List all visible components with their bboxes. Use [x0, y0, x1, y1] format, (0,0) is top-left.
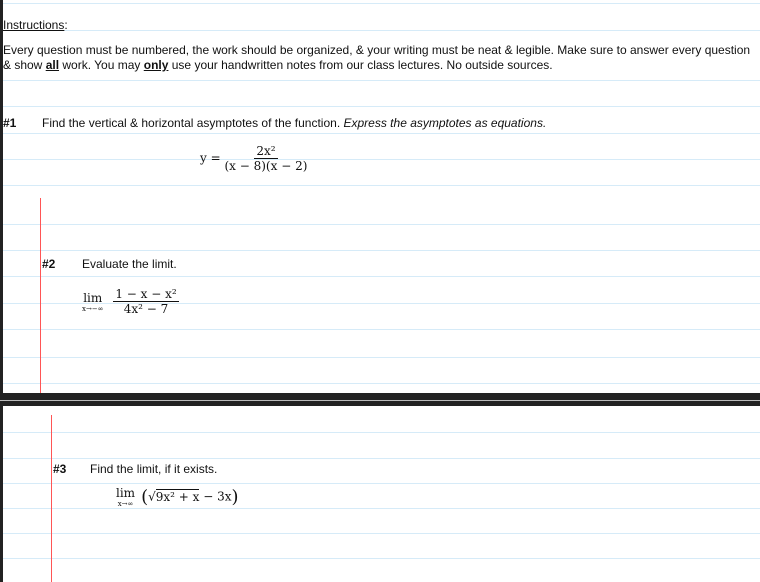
instructions-heading: Instructions:	[3, 18, 68, 32]
margin-line	[40, 198, 41, 393]
limit-expression: lim x→−∞ $\frac{\text{1 − x − x²}}{\text{4x² − 7}}$	[82, 287, 177, 316]
worksheet-page-1	[3, 0, 760, 393]
question-prompt: Evaluate the limit.	[82, 257, 177, 271]
instructions-text-1: Every question must be numbered, the work should be organized, & your writing must be neat & legible. Make sure to answer every question	[3, 43, 751, 57]
function-equation: y = $\frac{\text{2x²}}{(x - 8)(x - 2)}$	[200, 144, 308, 173]
question-number: #1	[3, 116, 17, 130]
question-prompt: Find the limit, if it exists.	[90, 462, 218, 476]
page-divider	[0, 400, 760, 401]
question-prompt: Find the vertical & horizontal asymptotes of the function. Express the asymptotes as equations.	[42, 116, 547, 130]
question-number: #2	[42, 257, 56, 271]
margin-line	[51, 415, 52, 582]
worksheet-page-2	[3, 406, 760, 582]
limit-expression: lim x→∞ (√9x² + x − 3x)	[116, 486, 239, 508]
question-number: #3	[53, 462, 67, 476]
instructions-text-2: & show all work. You may only use your handwritten notes from our class lectures. No outside sources.	[3, 58, 553, 72]
